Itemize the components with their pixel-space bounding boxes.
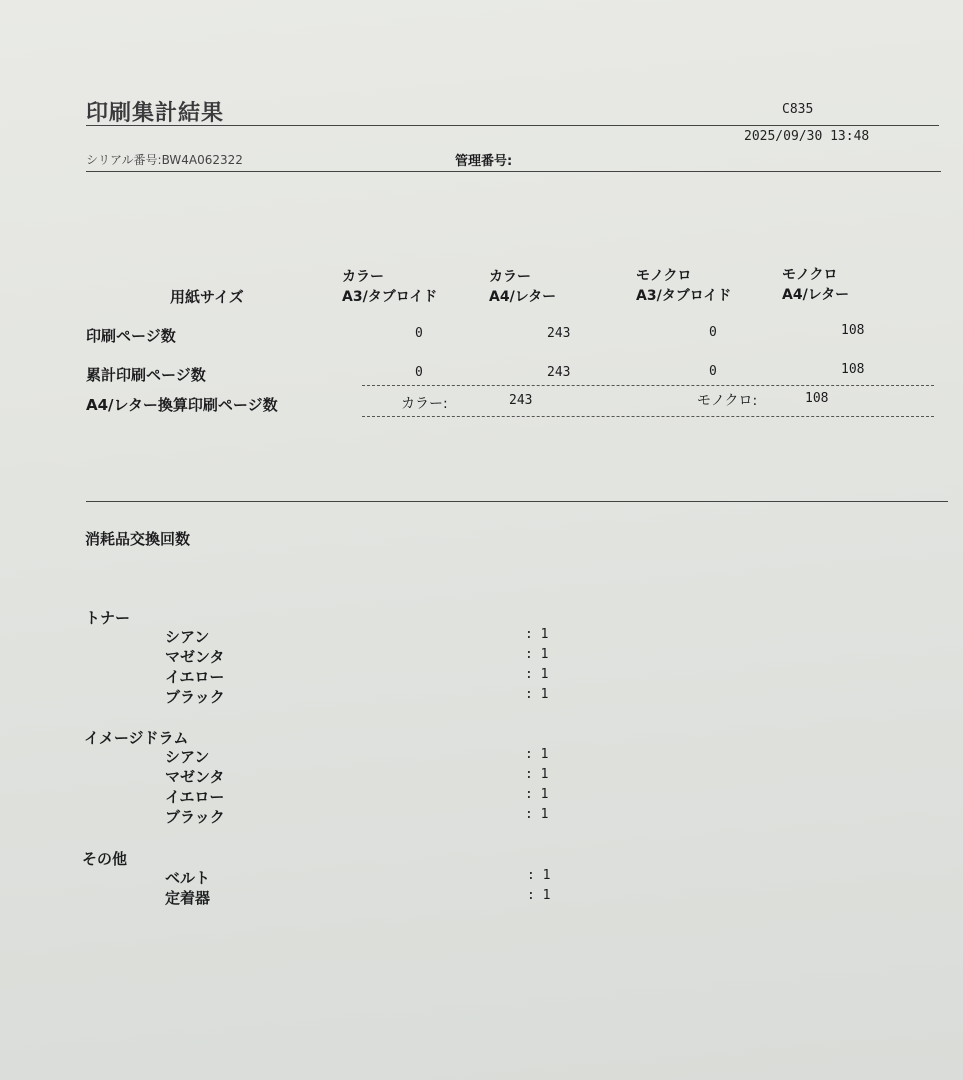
header-rule-top xyxy=(86,125,939,126)
row-label-converted-pages: A4/レター換算印刷ページ数 xyxy=(86,396,278,414)
column-header-line2: A4/レター xyxy=(782,287,850,303)
dashed-rule-top xyxy=(362,385,934,386)
table-cell: 243 xyxy=(547,326,571,341)
column-header-line1: モノクロ xyxy=(636,268,692,284)
list-item-value: : 1 xyxy=(527,888,551,903)
list-item-value: : 1 xyxy=(525,667,549,682)
column-header-line1: カラー xyxy=(342,269,384,285)
list-item: ベルト xyxy=(165,869,211,887)
converted-color-label: カラー: xyxy=(401,396,448,412)
list-item: ブラック xyxy=(165,808,225,826)
group-toner: トナー xyxy=(85,609,131,627)
table-cell: 243 xyxy=(547,365,571,380)
column-header-line2: A4/レター xyxy=(489,289,557,305)
report-datetime: 2025/09/30 13:48 xyxy=(744,129,870,144)
column-header-line1: モノクロ xyxy=(782,267,838,283)
report-title: 印刷集計結果 xyxy=(86,101,225,126)
consumables-title: 消耗品交換回数 xyxy=(85,530,191,548)
list-item-value: : 1 xyxy=(525,747,549,762)
group-image-drum: イメージドラム xyxy=(84,729,189,747)
serial-number: シリアル番号:BW4A062322 xyxy=(86,153,243,167)
admin-number-label: 管理番号: xyxy=(455,154,513,169)
list-item-value: : 1 xyxy=(525,647,549,662)
list-item-value: : 1 xyxy=(525,807,549,822)
table-cell: 108 xyxy=(841,323,865,338)
list-item: ブラック xyxy=(165,688,225,706)
header-rule-bottom xyxy=(86,171,941,172)
list-item: イエロー xyxy=(165,668,225,686)
group-other: その他 xyxy=(82,850,128,868)
converted-mono-value: 108 xyxy=(805,391,829,406)
column-header-line1: カラー xyxy=(489,269,531,285)
list-item: シアン xyxy=(165,748,210,766)
row-label-cumulative-pages: 累計印刷ページ数 xyxy=(86,366,206,384)
list-item-value: : 1 xyxy=(525,687,549,702)
list-item: マゼンタ xyxy=(165,768,225,786)
table-cell: 0 xyxy=(415,326,423,341)
row-label-printed-pages: 印刷ページ数 xyxy=(86,327,176,345)
list-item: シアン xyxy=(165,628,210,646)
list-item: マゼンタ xyxy=(165,648,225,666)
table-cell: 108 xyxy=(841,362,865,377)
list-item-value: : 1 xyxy=(527,868,551,883)
column-header-line2: A3/タブロイド xyxy=(636,288,732,304)
table-cell: 0 xyxy=(709,364,717,379)
list-item: 定着器 xyxy=(165,889,211,907)
converted-mono-label: モノクロ: xyxy=(697,393,758,409)
paper-size-label: 用紙サイズ xyxy=(170,288,244,306)
section-divider xyxy=(86,501,948,502)
list-item: イエロー xyxy=(165,788,225,806)
model-name: C835 xyxy=(782,102,814,117)
table-cell: 0 xyxy=(415,365,423,380)
column-header-line2: A3/タブロイド xyxy=(342,289,438,305)
list-item-value: : 1 xyxy=(525,787,549,802)
list-item-value: : 1 xyxy=(525,627,549,642)
list-item-value: : 1 xyxy=(525,767,549,782)
table-cell: 0 xyxy=(709,325,717,340)
dashed-rule-bottom xyxy=(362,416,934,417)
converted-color-value: 243 xyxy=(509,393,533,408)
